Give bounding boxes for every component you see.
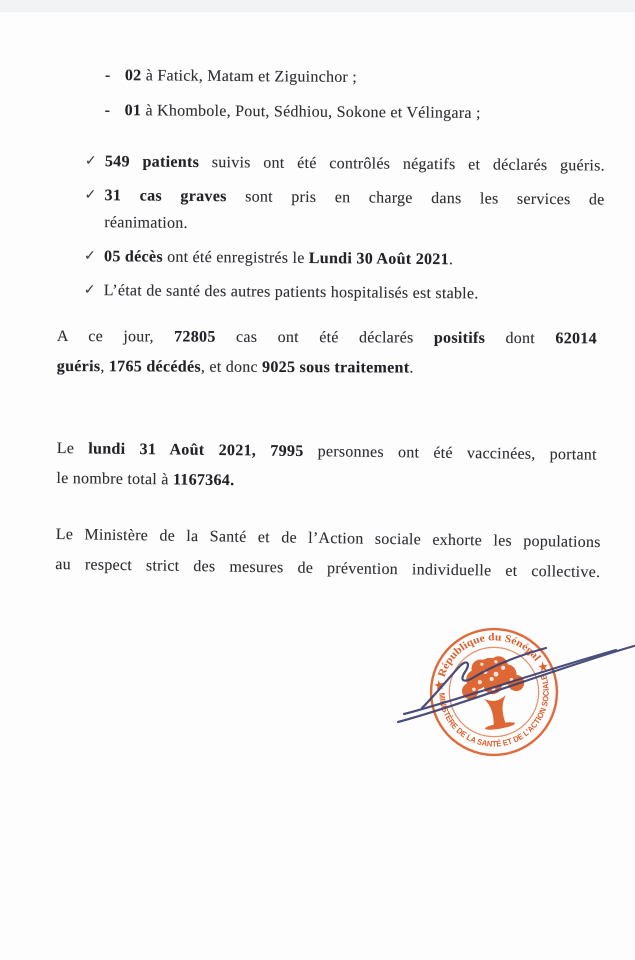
bold-text-segment: 9025 sous traitement — [262, 358, 410, 377]
text-segment: . — [448, 251, 454, 269]
text-segment: . — [409, 359, 414, 377]
bold-text-segment: 1765 décédés — [108, 358, 201, 376]
text-line — [125, 97, 585, 128]
text-line — [105, 148, 605, 179]
signature-loop-stroke — [422, 648, 546, 708]
bold-text-segment: 31 cas graves — [104, 187, 227, 206]
bold-text-segment: guéris — [56, 357, 101, 376]
check-item — [84, 182, 604, 241]
bold-text-segment: 01 — [124, 102, 142, 120]
text-segment: , — [100, 358, 109, 376]
text-segment: L’état de santé des autres patients hospitalisés est stable. — [103, 282, 479, 303]
text-segment: Le Ministère de la Santé et de l’Action sociale exhorte les populations — [55, 525, 601, 552]
text-segment: A ce jour, — [56, 327, 175, 346]
text-segment: le nombre total à — [56, 469, 174, 489]
checkmark-icon: ✓ — [84, 187, 97, 204]
stamp-arc-top-text: ★ République du Sénégal ★ — [434, 632, 550, 692]
paragraph-ministry-appeal — [55, 520, 601, 588]
text-segment: à Khombole, Pout, Sédhiou, Sokone et Vélingara ; — [141, 102, 481, 122]
dash-bullet-list — [104, 62, 585, 136]
signature-ink — [388, 616, 635, 776]
text-segment: ont été enregistrés le — [162, 248, 309, 267]
text-line — [104, 209, 604, 240]
text-segment: sont pris en charge dans les services de — [226, 188, 605, 209]
checkmark-list — [84, 148, 605, 316]
text-line — [57, 322, 597, 354]
dash-item — [105, 97, 585, 128]
scan-edge-strip — [0, 0, 635, 12]
check-item-text — [104, 182, 604, 240]
text-segment: cas ont été déclarés — [215, 328, 434, 347]
text-segment: réanimation. — [104, 214, 188, 232]
text-segment: personnes ont été vaccinées, portant — [303, 443, 597, 464]
text-segment: , et donc — [200, 358, 263, 376]
text-segment: Le — [56, 439, 89, 458]
check-item — [84, 243, 604, 275]
bold-text-segment: 72805 — [174, 328, 216, 346]
text-line — [125, 62, 585, 93]
checkmark-icon: ✓ — [83, 282, 96, 299]
bold-text-segment: 05 décès — [103, 248, 163, 266]
check-item-text — [104, 243, 604, 274]
text-line — [104, 277, 604, 308]
text-segment: dont — [485, 329, 556, 348]
dash-item-text — [125, 62, 585, 93]
bold-text-segment: 549 patients — [104, 153, 200, 171]
bold-text-segment: Lundi 30 Août 2021 — [308, 249, 450, 269]
dash-item — [105, 62, 585, 93]
bold-text-segment: lundi 31 Août 2021, 7995 — [88, 440, 304, 461]
bold-text-segment: 02 — [124, 67, 142, 85]
text-segment: à Fatick, Matam et Ziguinchor ; — [141, 67, 358, 86]
text-segment: au respect strict des mesures de prévention individuelle et collective. — [55, 555, 601, 582]
text-segment: suivis ont été contrôlés négatifs et déclarés guéris. — [199, 153, 605, 175]
paragraph-cases-summary — [57, 322, 597, 384]
paragraph-vaccination — [56, 434, 597, 501]
bold-text-segment: positifs — [433, 329, 486, 347]
check-item-text — [104, 277, 604, 308]
check-item-text — [105, 148, 605, 179]
bold-text-segment: 1167364. — [172, 471, 235, 490]
text-line — [104, 243, 604, 274]
bold-text-segment: 62014 — [555, 330, 597, 348]
checkmark-icon: ✓ — [83, 248, 97, 265]
text-line — [57, 352, 597, 384]
stamp-arc-bottom-text: MINISTÈRE DE LA SANTÉ ET DE L’ACTION SOCIALE — [437, 673, 551, 749]
check-item — [84, 277, 604, 309]
dash-bullet: - — [104, 101, 111, 120]
dash-item-text — [125, 97, 585, 128]
checkmark-icon: ✓ — [84, 153, 97, 170]
dash-bullet: - — [104, 66, 111, 85]
check-item — [85, 148, 605, 180]
